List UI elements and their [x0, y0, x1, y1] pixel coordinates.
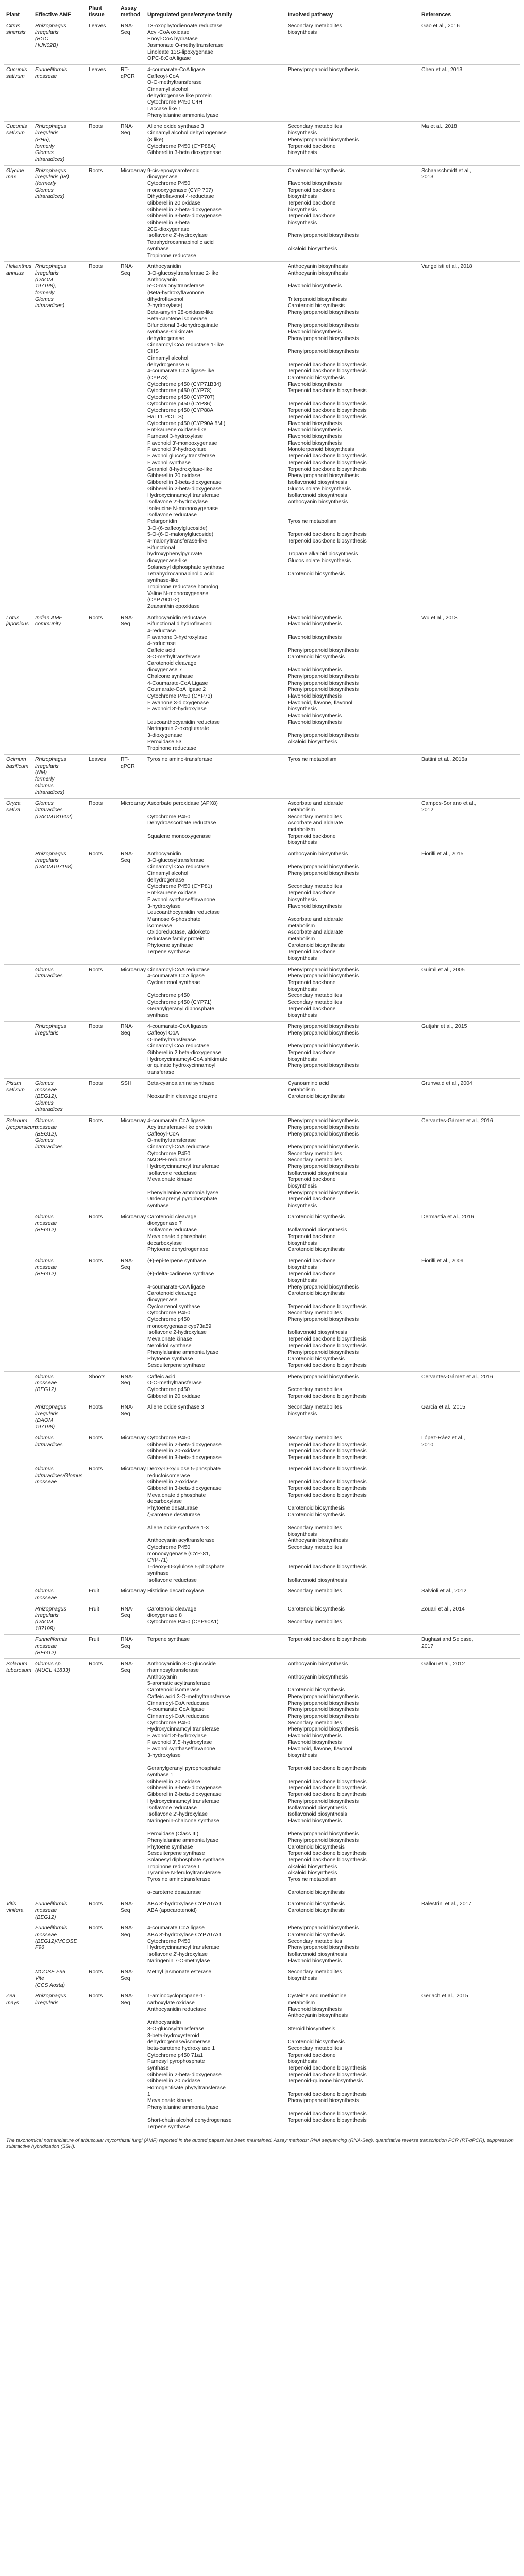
cell-plant: Cucumis sativum	[4, 64, 33, 122]
cell-assay-method: Microarray	[119, 1212, 145, 1256]
cell-effective-amf: Glomus mosseae (BEG12)	[33, 1256, 87, 1371]
cell-involved-pathway: Flavonoid biosynthesis Flavonoid biosynthesis Flavonoid biosynthesis Phenylpropanoid biosynthesis Carotenoid biosynthesis Flavonoid biosynthesis Phenylpropanoid biosynthesis Phenylpropanoid biosynthesis Phenylpropanoid biosynthesis Flavonoid biosynthesis Flavonoid, flavone, flavonol biosynthesis Flavonoid biosynthesis Flavonoid biosynthesis Phenylpropanoid biosynthesis Alkaloid biosynthesis	[285, 613, 419, 754]
cell-upregulated-genes: 4-coumarate CoA ligase ABA 8'-hydroxylase CYP707A1 Cytochrome P450 Hydroxycinnamoyl transferase Isoflavone 2'-hydroxylase Naringenin 7-O-methylase	[145, 1923, 285, 1967]
cell-involved-pathway: Secondary metabolites biosynthesis	[285, 21, 419, 64]
cell-plant-tissue: Fruit	[87, 1604, 119, 1635]
cell-involved-pathway: Ascorbate and aldarate metabolism Secondary metabolites Ascorbate and aldarate metabolism Terpenoid backbone biosynthesis	[285, 799, 419, 849]
cell-involved-pathway: Phenylpropanoid biosynthesis Phenylpropanoid biosynthesis Phenylpropanoid biosynthesis Terpenoid backbone biosynthesis Phenylpropanoid biosynthesis	[285, 1022, 419, 1079]
header-upregulated-genes: Upregulated gene/enzyme family	[145, 3, 285, 21]
table-row	[4, 1635, 520, 1659]
cell-upregulated-genes: Anthocyanidin 3-O-glucosyltransferase 2-like Anthocyanin 5'-O-malonyltransferase (Beta-hydroxyflavonone dihydroflavonol 2-hydroxylase) Beta-amyrin 28-oxidase-like Beta-carotene isomerase Bifunctional 3-dehydroquinate synthase-shikimate dehydrogenase Cinnamoyl CoA reductase 1-like CHS Cinnamyl alcohol dehydrogenase 6 4-coumarate CoA ligase-like (CYP73) Cytochrome p450 (CYP71B34) Cytochrome p450 (CYP78) Cytochrome p450 (CYP707) Cytochrome p450 (CYP86) Cytochrome p450 (CYP88A HaLT1.PCTLS) Cytochrome p450 (CYP90A 8MI) Ent-kaurene oxidase-like Farnesol 3-hydroxylase Flavonoid 3'-monooxygenase Flavonoid 3'-hydroxylase Flavonol glucosyltransferase Flavonol synthase Geraniol 8-hydroxylase-like Gibberellin 20 oxidase Gibberellin 3-beta-dioxygenase Gibberellin 2-beta-dioxygenase Hydroxycinnamoyl transferase Isoflavone 2'-hydroxylase Isoleucine N-monooxygenase Isoflavone reductase Pelargonidin 3-O-(6-caffeoylglucoside) 5-O-(6-O-malonylglucoside) 4-malonyltransferase-like Bifunctional hydroxyphenylpyruvate dioxygenase-like Solanesyl diphosphate synthase Tetrahydrocannabinolic acid synthase-like Tropinone reductase homolog Valine N-monooxygenase (CYP79D1-2) Zeaxanthin epoxidase	[145, 262, 285, 613]
cell-plant	[4, 1371, 33, 1402]
cell-plant	[4, 1967, 33, 1991]
cell-plant	[4, 1022, 33, 1079]
cell-involved-pathway: Phenylpropanoid biosynthesis Phenylpropanoid biosynthesis Terpenoid backbone biosynthesis Secondary metabolites Secondary metabolites Terpenoid backbone biosynthesis	[285, 964, 419, 1022]
cell-reference: Salvioli et al., 2012	[419, 1586, 520, 1604]
cell-plant: Cucumis sativum	[4, 122, 33, 165]
cell-involved-pathway: Terpenoid backbone biosynthesis Terpenoid backbone biosynthesis Phenylpropanoid biosynthesis Carotenoid biosynthesis Terpenoid backbone biosynthesis Secondary metabolites Phenylpropanoid biosynthesis Isoflavonoid biosynthesis Terpenoid backbone biosynthesis Terpenoid backbone biosynthesis Phenylpropanoid biosynthesis Carotenoid biosynthesis Terpenoid backbone biosynthesis	[285, 1256, 419, 1371]
cell-plant-tissue: Leaves	[87, 755, 119, 799]
cell-involved-pathway: Secondary metabolites biosynthesis Phenylpropanoid biosynthesis Terpenoid backbone biosynthesis	[285, 122, 419, 165]
cell-plant-tissue: Shoots	[87, 1371, 119, 1402]
cell-assay-method: Microarray	[119, 165, 145, 262]
cell-plant-tissue: Fruit	[87, 1635, 119, 1659]
cell-reference: Gutjahr et al., 2015	[419, 1022, 520, 1079]
cell-involved-pathway: Secondary metabolites biosynthesis	[285, 1402, 419, 1433]
cell-assay-method: RNA- Seq	[119, 1967, 145, 1991]
cell-effective-amf: Glomus mosseae (BEG12)	[33, 1371, 87, 1402]
cell-effective-amf: Glomus sp. (MUCL 41833)	[33, 1659, 87, 1899]
cell-plant	[4, 1586, 33, 1604]
cell-plant: Solanum lycopersicum	[4, 1116, 33, 1212]
cell-plant: Oryza sativa	[4, 799, 33, 849]
cell-involved-pathway: Phenylpropanoid biosynthesis Carotenoid biosynthesis Secondary metabolites Phenylpropanoid biosynthesis Isoflavonoid biosynthesis Flavonoid biosynthesis	[285, 1923, 419, 1967]
cell-plant-tissue: Roots	[87, 613, 119, 754]
cell-plant-tissue: Roots	[87, 1659, 119, 1899]
cell-plant-tissue: Roots	[87, 849, 119, 965]
cell-upregulated-genes: Deoxy-D-xylulose 5-phosphate reductoisomerase Gibberellin 2-oxidase Gibberellin 3-beta-dioxygenase Mevalonate diphosphate decarboxylase Phytoene desaturase ζ-carotene desaturase Allene oxide synthase 1-3 Anthocyanin acyltransferase Cytochrome P450 monooxygenase (CYP-81, CYP-71) 1-deoxy-D-xylulose 5-phosphate synthase Isoflavone reductase	[145, 1464, 285, 1586]
cell-upregulated-genes: Anthocyanidin 3-O-glucosyltransferase Cinnamoyl CoA reductase Cinnamyl alcohol dehydrogenase Cytochrome P450 (CYP81) Ent-kaurene oxidase Flavonol synthase/flavanone 3-hydroxylase Leucoanthocyanidin reductase Mannose 6-phosphate isomerase Oxidoreductase, aldo/keto reductase family protein Phytoene synthase Terpene synthase	[145, 849, 285, 965]
table-row	[4, 849, 520, 965]
table-row	[4, 1256, 520, 1371]
cell-plant	[4, 1923, 33, 1967]
cell-plant-tissue: Fruit	[87, 1586, 119, 1604]
cell-upregulated-genes: Histidine decarboxylase	[145, 1586, 285, 1604]
cell-effective-amf: Glomus intraradices	[33, 1433, 87, 1464]
cell-plant-tissue: Roots	[87, 799, 119, 849]
cell-upregulated-genes: 9-cis-epoxycarotenoid dioxygenase Cytochrome P450 monooxygenase (CYP 707) Dihydroflavonol 4-reductase Gibberellin 20 oxidase Gibberellin 2-beta-dioxygenase Gibberellin 3-beta-dioxygenase Gibberellin 3-beta 20G-dioxygenase Isoflavone 2'-hydroxylase Tetrahydrocannabinolic acid synthase Tropinone reductase	[145, 165, 285, 262]
cell-plant: Glycine max	[4, 165, 33, 262]
cell-plant-tissue: Roots	[87, 122, 119, 165]
table-row	[4, 1212, 520, 1256]
cell-reference: Bughasi and Selosse, 2017	[419, 1635, 520, 1659]
cell-assay-method: Microarray	[119, 1586, 145, 1604]
table-row	[4, 262, 520, 613]
cell-reference: Cervantes-Gámez et al., 2016	[419, 1371, 520, 1402]
cell-involved-pathway: Terpenoid backbone biosynthesis Terpenoid backbone biosynthesis Terpenoid backbone biosynthesis Terpenoid backbone biosynthesis Carotenoid biosynthesis Carotenoid biosynthesis Secondary metabolites biosynthesis Anthocyanin biosynthesis Secondary metabolites Terpenoid backbone biosynthesis Isoflavonoid biosynthesis	[285, 1464, 419, 1586]
cell-reference	[419, 1923, 520, 1967]
cell-reference: Gallou et al., 2012	[419, 1659, 520, 1899]
cell-effective-amf: Indian AMF community	[33, 613, 87, 754]
cell-effective-amf: Glomus intraradices (DAOM181602)	[33, 799, 87, 849]
cell-involved-pathway: Secondary metabolites biosynthesis	[285, 1967, 419, 1991]
cell-effective-amf: Rhizophagus irregularis (BGC HUN02B)	[33, 21, 87, 64]
cell-upregulated-genes: Cinnamoyl-CoA reductase 4-coumarate CoA ligase Cycloartenol synthase Cytochrome p450 Cytochrome p450 (CYP71) Geranylgeranyl diphosphate synthase	[145, 964, 285, 1022]
cell-involved-pathway: Carotenoid biosynthesis Isoflavonoid biosynthesis Terpenoid backbone biosynthesis Carotenoid biosynthesis	[285, 1212, 419, 1256]
cell-plant-tissue: Roots	[87, 1116, 119, 1212]
cell-involved-pathway: Anthocyanin biosynthesis Anthocyanin biosynthesis Flavonoid biosynthesis Triterpenoid biosynthesis Carotenoid biosynthesis Phenylpropanoid biosynthesis Phenylpropanoid biosynthesis Flavonoid biosynthesis Phenylpropanoid biosynthesis Phenylpropanoid biosynthesis Terpenoid backbone biosynthesis Terpenoid backbone biosynthesis Carotenoid biosynthesis Flavonoid biosynthesis Terpenoid backbone biosynthesis Terpenoid backbone biosynthesis Terpenoid backbone biosynthesis Terpenoid backbone biosynthesis Flavonoid biosynthesis Flavonoid biosynthesis Flavonoid biosynthesis Flavonoid biosynthesis Monoterpenoid biosynthesis Terpenoid backbone biosynthesis Terpenoid backbone biosynthesis Terpenoid backbone biosynthesis Phenylpropanoid biosynthesis Isoflavonoid biosynthesis Glucosinolate biosynthesis Isoflavonoid biosynthesis Anthocyanin biosynthesis Tyrosine metabolism Terpenoid backbone biosynthesis Terpenoid backbone biosynthesis Tropane alkaloid biosynthesis Glucosinolate biosynthesis Carotenoid biosynthesis	[285, 262, 419, 613]
cell-involved-pathway: Tyrosine metabolism	[285, 755, 419, 799]
cell-effective-amf: Rhizophagus irregularis	[33, 1991, 87, 2133]
cell-reference: Gao et al., 2016	[419, 21, 520, 64]
cell-involved-pathway: Anthocyanin biosynthesis Anthocyanin biosynthesis Carotenoid biosynthesis Phenylpropanoid biosynthesis Phenylpropanoid biosynthesis Phenylpropanoid biosynthesis Phenylpropanoid biosynthesis Secondary metabolites Phenylpropanoid biosynthesis Flavonoid biosynthesis Flavonoid biosynthesis Flavonoid, flavone, flavonol biosynthesis Terpenoid backbone biosynthesis Terpenoid backbone biosynthesis Terpenoid backbone biosynthesis Terpenoid backbone biosynthesis Phenylpropanoid biosynthesis Isoflavonoid biosynthesis Isoflavonoid biosynthesis Flavonoid biosynthesis Phenylpropanoid biosynthesis Phenylpropanoid biosynthesis Carotenoid biosynthesis Terpenoid backbone biosynthesis Terpenoid backbone biosynthesis Alkaloid biosynthesis Alkaloid biosynthesis Tyrosine metabolism Carotenoid biosynthesis	[285, 1659, 419, 1899]
cell-assay-method: RNA- Seq	[119, 1371, 145, 1402]
cell-assay-method: RNA- Seq	[119, 122, 145, 165]
table-row	[4, 1604, 520, 1635]
header-involved-pathway: Involved pathway	[285, 3, 419, 21]
cell-plant-tissue: Leaves	[87, 21, 119, 64]
cell-effective-amf: Glomus mosseae (BEG12), Glomus intraradices	[33, 1116, 87, 1212]
header-effective-amf: Effective AMF	[33, 3, 87, 21]
cell-effective-amf: Funneliformis mosseae	[33, 64, 87, 122]
cell-involved-pathway: Carotenoid biosynthesis Carotenoid biosynthesis	[285, 1899, 419, 1923]
table-row	[4, 1371, 520, 1402]
cell-assay-method: RNA- Seq	[119, 1256, 145, 1371]
cell-assay-method: RT-qPCR	[119, 64, 145, 122]
table-row	[4, 21, 520, 64]
cell-plant: Zea mays	[4, 1991, 33, 2133]
cell-upregulated-genes: Cytochrome P450 Gibberellin 2-beta-dioxygenase Gibberellin 20-oxidase Gibberellin 3-beta-dioxygenase	[145, 1433, 285, 1464]
cell-reference: Battini et al., 2016a	[419, 755, 520, 799]
cell-upregulated-genes: Tyrosine amino-transferase	[145, 755, 285, 799]
cell-effective-amf: Glomus mosseae	[33, 1586, 87, 1604]
cell-upregulated-genes: ABA 8'-hydroxylase CYP707A1 ABA (apocarotenoid)	[145, 1899, 285, 1923]
header-references: References	[419, 3, 520, 21]
cell-plant-tissue: Roots	[87, 1212, 119, 1256]
cell-reference: Dermastia et al., 2016	[419, 1212, 520, 1256]
cell-involved-pathway: Carotenoid biosynthesis Secondary metabolites	[285, 1604, 419, 1635]
cell-assay-method: Microarray	[119, 1116, 145, 1212]
table-row	[4, 1402, 520, 1433]
cell-involved-pathway: Phenylpropanoid biosynthesis	[285, 64, 419, 122]
cell-plant-tissue: Roots	[87, 1078, 119, 1115]
cell-plant	[4, 1604, 33, 1635]
cell-involved-pathway: Terpenoid backbone biosynthesis	[285, 1635, 419, 1659]
cell-effective-amf: Funneliformis mosseae (BEG12)/MCOSE F96	[33, 1923, 87, 1967]
cell-assay-method: RNA- Seq	[119, 1604, 145, 1635]
table-row	[4, 64, 520, 122]
cell-involved-pathway: Secondary metabolites	[285, 1586, 419, 1604]
table-row	[4, 799, 520, 849]
cell-reference: Fiorilli et al., 2009	[419, 1256, 520, 1371]
cell-assay-method: SSH	[119, 1078, 145, 1115]
cell-effective-amf: Rhizophagus irregularis (IR) (formerly Glomus intraradices)	[33, 165, 87, 262]
table-row	[4, 1967, 520, 1991]
cell-plant-tissue: Roots	[87, 1967, 119, 1991]
cell-upregulated-genes: 13-oxophytodienoate reductase Acyl-CoA oxidase Enoyl-CoA hydratase Jasmonate O-methyltransferase Linoleate 13S-lipoxygenase OPC-8:CoA ligase	[145, 21, 285, 64]
cell-reference: Schaarschmidt et al., 2013	[419, 165, 520, 262]
table-footnote: The taxonomical nomenclature of arbuscular mycorrhizal fungi (AMF) reported in the quoted papers has been maintained. Assay methods: RNA sequencing (RNA-Seq), quantitative reverse transcription PCR (RT-qPCR), suppression subtractive hybridization (SSH).	[4, 2134, 523, 2150]
cell-assay-method: Microarray	[119, 1433, 145, 1464]
cell-involved-pathway: Phenylpropanoid biosynthesis Phenylpropanoid biosynthesis Phenylpropanoid biosynthesis Phenylpropanoid biosynthesis Secondary metabolites Secondary metabolites Phenylpropanoid biosynthesis Isoflavonoid biosynthesis Terpenoid backbone biosynthesis Phenylpropanoid biosynthesis Terpenoid backbone biosynthesis	[285, 1116, 419, 1212]
cell-reference: Güimil et al., 2005	[419, 964, 520, 1022]
cell-plant-tissue: Roots	[87, 165, 119, 262]
cell-plant	[4, 1433, 33, 1464]
cell-plant: Ocimum basilicum	[4, 755, 33, 799]
cell-effective-amf: Glomus intraradices/Glomus mosseae	[33, 1464, 87, 1586]
cell-upregulated-genes: Anthocyanidin reductase Bifunctional dihydroflavonol 4-reductase Flavanone 3-hydroxylase 4-reductase Caffeic acid 3-O-methyltransferase Carotenoid cleavage dioxygenase 7 Chalcone synthase 4-Coumarate-CoA Ligase Coumarate-CoA ligase 2 Cytochrome P450 (CYP73) Flavanone 3-dioxygenase Flavonoid 3'-hydroxylase Leucoanthocyanidin reductase Naringenin 2-oxoglutarate 3-dioxygenase Peroxidase 53 Tropinone reductase	[145, 613, 285, 754]
cell-reference: Gerlach et al., 2015	[419, 1991, 520, 2133]
cell-upregulated-genes: Caffeic acid O-O-methyltransferase Cytochrome p450 Gibberellin 20 oxidase	[145, 1371, 285, 1402]
cell-plant-tissue: Roots	[87, 1991, 119, 2133]
cell-involved-pathway: Anthocyanin biosynthesis Phenylpropanoid biosynthesis Phenylpropanoid biosynthesis Secondary metabolites Terpenoid backbone biosynthesis Flavonoid biosynthesis Ascorbate and aldarate metabolism Ascorbate and aldarate metabolism Carotenoid biosynthesis Terpenoid backbone biosynthesis	[285, 849, 419, 965]
cell-effective-amf: Glomus intraradices	[33, 964, 87, 1022]
cell-plant	[4, 1212, 33, 1256]
cell-assay-method: RNA- Seq	[119, 1659, 145, 1899]
cell-plant	[4, 1402, 33, 1433]
cell-assay-method: RNA- Seq	[119, 1635, 145, 1659]
table-row	[4, 755, 520, 799]
cell-upregulated-genes: 4-coumarate-CoA ligases Caffeoyl CoA O-methyltransferase Cinnamoyl CoA reductase Gibberellin 2 beta-dioxygenase Hydroxycinnamoyl-CoA shikimate or quinate hydroxycinnamoyl transferase	[145, 1022, 285, 1079]
header-plant-tissue: Plant tissue	[87, 3, 119, 21]
cell-reference: Fiorilli et al., 2015	[419, 849, 520, 965]
cell-involved-pathway: Carotenoid biosynthesis Flavonoid biosynthesis Terpenoid backbone biosynthesis Terpenoid backbone biosynthesis Terpenoid backbone biosynthesis Phenylpropanoid biosynthesis Alkaloid biosynthesis	[285, 165, 419, 262]
cell-plant-tissue: Roots	[87, 1256, 119, 1371]
cell-plant: Solanum tuberosum	[4, 1659, 33, 1899]
cell-plant: Helianthus annuus	[4, 262, 33, 613]
cell-reference: Vangelisti et al., 2018	[419, 262, 520, 613]
cell-upregulated-genes: Beta-cyanoalanine synthase Neoxanthin cleavage enzyme	[145, 1078, 285, 1115]
cell-plant-tissue: Roots	[87, 1899, 119, 1923]
cell-assay-method: RT-qPCR	[119, 755, 145, 799]
cell-reference	[419, 1967, 520, 1991]
cell-assay-method: RNA- Seq	[119, 1899, 145, 1923]
cell-upregulated-genes: Ascorbate peroxidase (APX8) Cytochrome P450 Dehydroascorbate reductase Squalene monooxygenase	[145, 799, 285, 849]
cell-reference: Zouari et al., 2014	[419, 1604, 520, 1635]
cell-effective-amf: MCOSE F96 Vite (CCS Aosta)	[33, 1967, 87, 1991]
table-row	[4, 165, 520, 262]
cell-reference: Ma et al., 2018	[419, 122, 520, 165]
cell-reference: Wu et al., 2018	[419, 613, 520, 754]
table-row	[4, 122, 520, 165]
cell-effective-amf: Rhizophagus irregularis (DAOM197198)	[33, 849, 87, 965]
table-body	[4, 21, 520, 2133]
cell-involved-pathway: Cysteine and methionine metabolism Flavonoid biosynthesis Anthocyanin biosynthesis Steroid biosynthesis Carotenoid biosynthesis Secondary metabolites Terpenoid backbone biosynthesis Terpenoid backbone biosynthesis Terpenoid backbone biosynthesis Terpenoid-quinone biosynthesis Terpenoid backbone biosynthesis Phenylpropanoid biosynthesis Terpenoid backbone biosynthesis Terpenoid backbone biosynthesis	[285, 1991, 419, 2133]
cell-effective-amf: Rhizophagus irregularis (PH5), formerly Glomus intraradices)	[33, 122, 87, 165]
table-row	[4, 964, 520, 1022]
cell-effective-amf: Funneliformis mosseae (BEG12)	[33, 1635, 87, 1659]
cell-assay-method: RNA- Seq	[119, 1923, 145, 1967]
cell-upregulated-genes: 1-aminocyclopropane-1- carboxylate oxidase Anthocyanidin reductase Anthocyanidin 3-O-glucosyltransferase 3-beta-hydroxysteroid dehydrogenase/isomerase beta-carotene hydroxylase 1 Cytochrome p450 71a1 Farnesyl pyrophosphate synthase Gibberellin 2-beta-dioxygenase Gibberellin 20 oxidase Homogentisate phytyltransferase 1 Mevalonate kinase Phenylalanine ammonia lyase Short-chain alcohol dehydrogenase Terpene synthase	[145, 1991, 285, 2133]
cell-plant	[4, 1635, 33, 1659]
cell-plant-tissue: Roots	[87, 1464, 119, 1586]
table-row	[4, 1586, 520, 1604]
cell-involved-pathway: Secondary metabolites Terpenoid backbone biosynthesis Terpenoid backbone biosynthesis Terpenoid backbone biosynthesis	[285, 1433, 419, 1464]
cell-upregulated-genes: Methyl jasmonate esterase	[145, 1967, 285, 1991]
cell-plant	[4, 1256, 33, 1371]
cell-assay-method: RNA- Seq	[119, 1402, 145, 1433]
cell-assay-method: Microarray	[119, 964, 145, 1022]
cell-effective-amf: Glomus mosseae (BEG12), Glomus intraradices	[33, 1078, 87, 1115]
header-plant: Plant	[4, 3, 33, 21]
cell-reference: Chen et al., 2013	[419, 64, 520, 122]
cell-assay-method: RNA- Seq	[119, 849, 145, 965]
cell-upregulated-genes: Carotenoid cleavage dioxygenase 8 Cytochrome P450 (CYP90A1)	[145, 1604, 285, 1635]
cell-plant-tissue: Roots	[87, 1022, 119, 1079]
table-row	[4, 1659, 520, 1899]
cell-assay-method: RNA- Seq	[119, 1022, 145, 1079]
cell-plant-tissue: Roots	[87, 1402, 119, 1433]
cell-plant-tissue: Roots	[87, 1433, 119, 1464]
cell-reference	[419, 1464, 520, 1586]
cell-upregulated-genes: 4-coumarate CoA ligase Acyltransferase-like protein Caffeoyl-CoA O-methyltransferase Cinnamoyl-CoA reductase Cytochrome P450 NADPH-reductase Hydroxycinnamoyl transferase Isoflavone reductase Mevalonate kinase Phenylalanine ammonia lyase Undecaprenyl pyrophosphate synthase	[145, 1116, 285, 1212]
cell-reference: Grunwald et al., 2004	[419, 1078, 520, 1115]
cell-reference: López-Ráez et al., 2010	[419, 1433, 520, 1464]
cell-assay-method: Microarray	[119, 799, 145, 849]
cell-plant: Vitis vinifera	[4, 1899, 33, 1923]
cell-assay-method: Microarray	[119, 1464, 145, 1586]
cell-assay-method: RNA- Seq	[119, 1991, 145, 2133]
cell-upregulated-genes: Allene oxide synthase 3 Cinnamyl alcohol dehydrogenase (8 like) Cytochrome P450 (CYP88A) Gibberellin 3-beta dioxygenase	[145, 122, 285, 165]
cell-effective-amf: Rhizophagus irregularis (NM) formerly Glomus intraradices)	[33, 755, 87, 799]
cell-plant	[4, 1464, 33, 1586]
cell-effective-amf: Glomus mosseae (BEG12)	[33, 1212, 87, 1256]
table-row	[4, 1433, 520, 1464]
table-row	[4, 1116, 520, 1212]
cell-plant: Pisum sativum	[4, 1078, 33, 1115]
table-header-row	[4, 3, 520, 21]
cell-plant-tissue: Roots	[87, 1923, 119, 1967]
cell-upregulated-genes: Allene oxide synthase 3	[145, 1402, 285, 1433]
cell-effective-amf: Funneliformis mosseae (BEG12)	[33, 1899, 87, 1923]
cell-effective-amf: Rhizophagus irregularis (DAOM 197198), formerly Glomus intraradices)	[33, 262, 87, 613]
cell-plant	[4, 964, 33, 1022]
cell-assay-method: RNA- Seq	[119, 21, 145, 64]
header-assay-method: Assay method	[119, 3, 145, 21]
amf-gene-table	[4, 3, 520, 2133]
cell-reference: Cervantes-Gámez et al., 2016	[419, 1116, 520, 1212]
cell-upregulated-genes: (+)-epi-terpene synthase (+)-delta-cadinene synthase 4-coumarate-CoA ligase Carotenoid cleavage dioxygenase Cycloartenol synthase Cytochrome P450 Cytochrome p450 monooxygenase cyp73a59 Isoflavone 2-hydroxylase Mevalonate kinase Nerolidol synthase Phenylalanine ammonia lyase Phytoene synthase Sesquiterpene synthase	[145, 1256, 285, 1371]
cell-effective-amf: Rhizophagus irregularis	[33, 1022, 87, 1079]
table-row	[4, 1923, 520, 1967]
cell-upregulated-genes: 4-coumarate-CoA ligase Caffeoyl-CoA O-O-methyltransferase Cinnamyl alcohol dehydrogenase like protein Cytochrome P450 C4H Laccase like 1 Phenylalanine ammonia lyase	[145, 64, 285, 122]
cell-involved-pathway: Cyanoamino acid metabolism Carotenoid biosynthesis	[285, 1078, 419, 1115]
cell-plant-tissue: Roots	[87, 964, 119, 1022]
table-row	[4, 613, 520, 754]
cell-plant	[4, 849, 33, 965]
cell-plant: Citrus sinensis	[4, 21, 33, 64]
cell-effective-amf: Rhizophagus irregularis (DAOM 197198)	[33, 1402, 87, 1433]
cell-effective-amf: Rhizophagus irregularis (DAOM 197198)	[33, 1604, 87, 1635]
cell-involved-pathway: Phenylpropanoid biosynthesis Secondary metabolites Terpenoid backbone biosynthesis	[285, 1371, 419, 1402]
cell-plant: Lotus japonicus	[4, 613, 33, 754]
table-row	[4, 1899, 520, 1923]
cell-plant-tissue: Roots	[87, 262, 119, 613]
table-row	[4, 1078, 520, 1115]
cell-upregulated-genes: Terpene synthase	[145, 1635, 285, 1659]
cell-assay-method: RNA- Seq	[119, 262, 145, 613]
cell-upregulated-genes: Carotenoid cleavage dioxygenase 7 Isoflavone reductase Mevalonate diphosphate decarboxylase Phytoene dehydrogenase	[145, 1212, 285, 1256]
cell-reference: Balestrini et al., 2017	[419, 1899, 520, 1923]
table-row	[4, 1022, 520, 1079]
cell-upregulated-genes: Anthocyanidin 3-O-glucoside rhamnosyltransferase Anthocyanin 5-aromatic acyltransferase Carotenoid isomerase Caffeic acid 3-O-methyltransferase Cinnamoyl-CoA reductase 4-coumarate CoA ligase Cinnamoyl-CoA reductase Cytochrome P450 Hydroxycinnamoyl transferase Flavonoid 3'-hydroxylase Flavonoid 3',5'-hydroxylase Flavonol synthase/flavanone 3-hydroxylase Geranylgeranyl pyrophosphate synthase 1 Gibberellin 20 oxidase Gibberellin 3-beta-dioxygenase Gibberellin 2-beta-dioxygenase Hydroxycinnamoyl transferase Isoflavone reductase Isoflavone 2'-hydroxylase Naringenin-chalcone synthase Peroxidase (Class III) Phenylalanine ammonia lyase Phytoene synthase Sesquiterpene synthase Solanesyl diphosphate synthase Tropinone reductase I Tyramine N-feruloyltransferase Tyrosine aminotransferase α-carotene desaturase	[145, 1659, 285, 1899]
table-row	[4, 1991, 520, 2133]
cell-reference: Campos-Soriano et al., 2012	[419, 799, 520, 849]
cell-plant-tissue: Leaves	[87, 64, 119, 122]
table-row	[4, 1464, 520, 1586]
cell-assay-method: RNA- Seq	[119, 613, 145, 754]
cell-reference: Garcia et al., 2015	[419, 1402, 520, 1433]
